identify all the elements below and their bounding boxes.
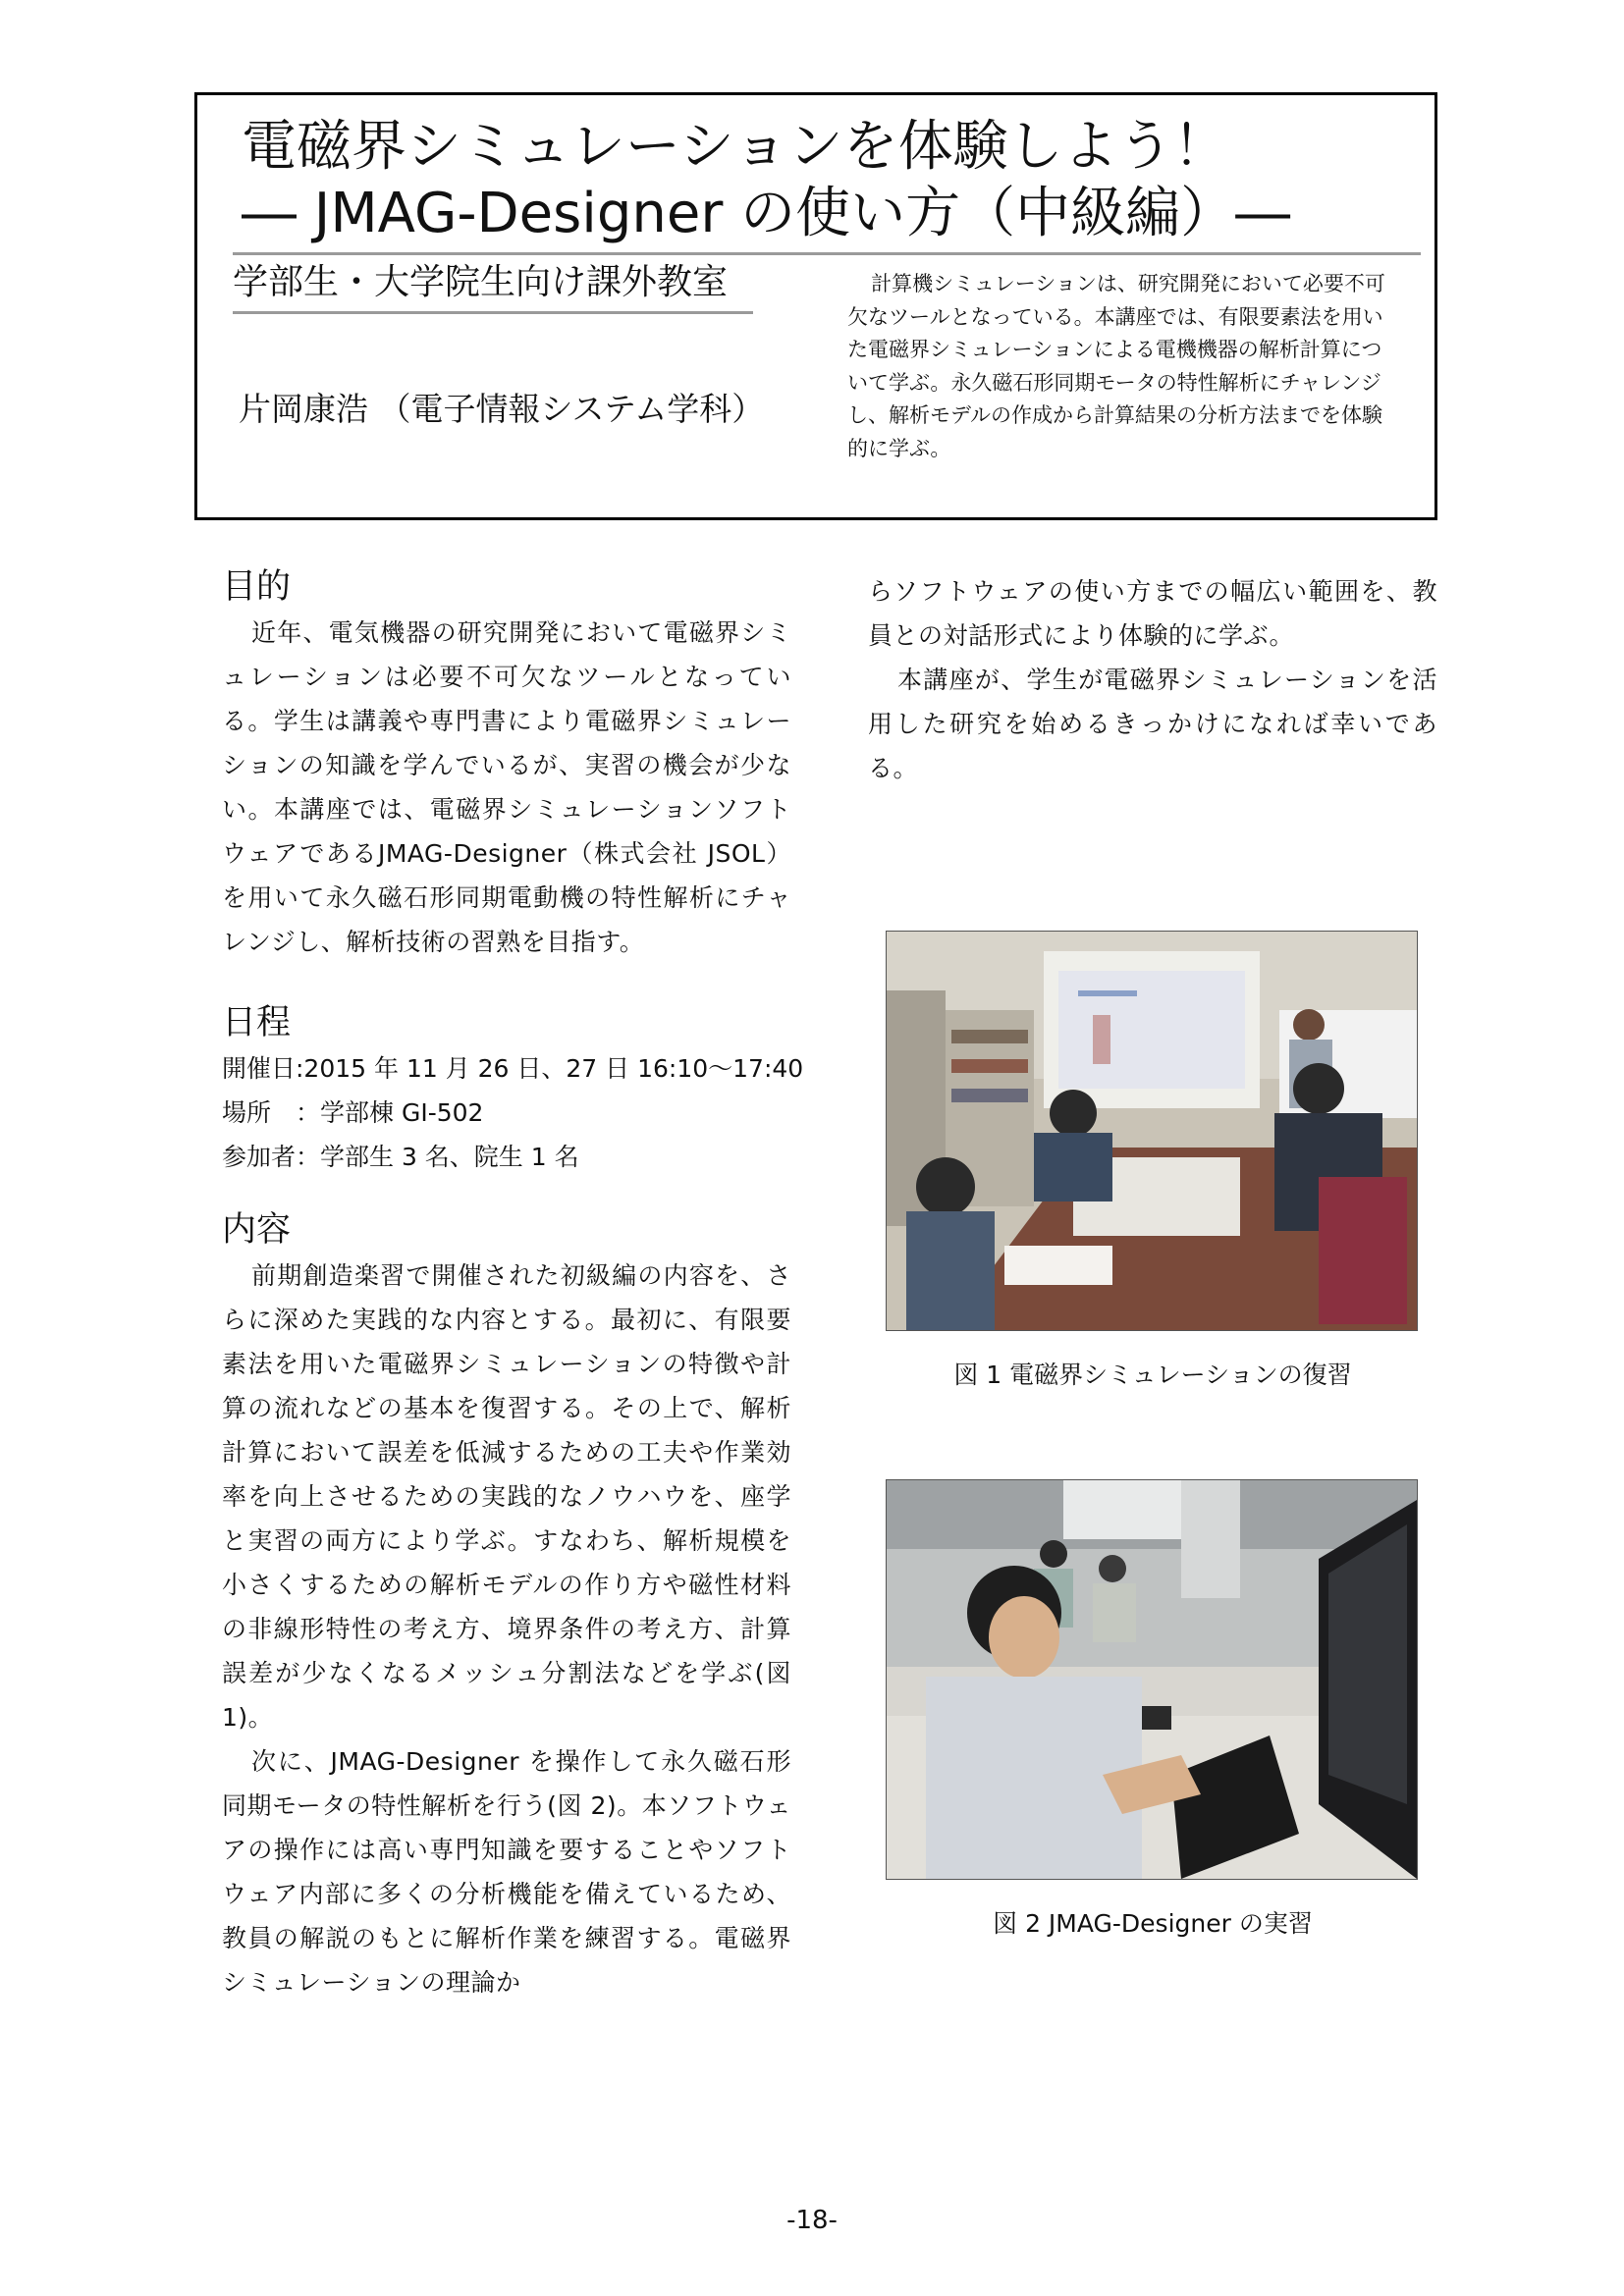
purpose-body: 近年、電気機器の研究開発において電磁界シミュレーションは必要不可欠なツールとなっている。学生は講義や専門書により電磁界シミュレーションの知識を学んでいるが、実習の機会が少ない。本講座では、電磁界シミュレーションソフトウェアであるJMAG-Designer（株式会社 JSOL）を用いて永久磁石形同期電動機の特性解析にチャレンジし、解析技術の習熟を目指す。	[222, 618, 791, 956]
schedule-participants: 参加者：学部生 3 名、院生 1 名	[222, 1143, 579, 1171]
schedule-date: 開催日:2015 年 11 月 26 日、27 日 16:10～17:40	[222, 1054, 804, 1083]
page-number: -18-	[786, 2206, 838, 2235]
left-column	[222, 563, 804, 2004]
title-divider	[233, 252, 1421, 255]
title-line-2: ― JMAG-Designer の使い方（中級編）―	[242, 182, 1291, 245]
closing-paragraph: 本講座が、学生が電磁界シミュレーションを活用した研究を始めるきっかけになれば幸いである。	[868, 666, 1437, 782]
classroom-photo	[886, 931, 1418, 1331]
figure-2-caption: 図 2 JMAG-Designer の実習	[993, 1909, 1313, 1938]
section-heading-content: 内容	[222, 1210, 292, 1250]
content-continued: らソフトウェアの使い方までの幅広い範囲を、教員との対話形式により体験的に学ぶ。	[868, 577, 1437, 650]
figure-2	[886, 1479, 1416, 1880]
section-heading-purpose: 目的	[222, 567, 292, 607]
abstract: 計算機シミュレーションは、研究開発において必要不可欠なツールとなっている。本講座では、有限要素法を用いた電磁界シミュレーションによる電機機器の解析計算について学ぶ。永久磁石形同期モータの特性解析にチャレンジし、解析モデルの作成から計算結果の分析方法までを体験的に学ぶ。	[847, 272, 1385, 460]
title-line-1: 電磁界シミュレーションを体験しよう！	[242, 115, 1228, 179]
author-line: 片岡康浩 （電子情報システム学科）	[239, 390, 765, 428]
schedule-place: 場所 ：学部棟 GI-502	[222, 1098, 484, 1127]
header-box	[194, 92, 1437, 520]
content-paragraph-1: 前期創造楽習で開催された初級編の内容を、さらに深めた実践的な内容とする。最初に、有限要素法を用いた電磁界シミュレーションの特徴や計算の流れなどの基本を復習する。その上で、解析計算において誤差を低減するための工夫や作業効率を向上させるための実践的なノウハウを、座学と実習の両方により学ぶ。すなわち、解析規模を小さくするための解析モデルの作り方や磁性材料の非線形特性の考え方、境界条件の考え方、計算誤差が少なくなるメッシュ分割法などを学ぶ(図 1)。	[222, 1261, 791, 1732]
computer-lab-photo	[886, 1479, 1418, 1880]
figure-1-caption: 図 1 電磁界シミュレーションの復習	[953, 1361, 1352, 1389]
section-heading-schedule: 日程	[222, 1003, 292, 1042]
content-paragraph-2: 次に、JMAG-Designer を操作して永久磁石形同期モータの特性解析を行う(図 2)。本ソフトウェアの操作には高い専門知識を要することやソフトウェア内部に多くの分析機能を備えているため、教員の解説のもとに解析作業を練習する。電磁界シミュレーションの理論か	[222, 1747, 791, 1997]
figure-1	[886, 931, 1416, 1331]
subtitle-divider	[233, 311, 753, 314]
right-column	[868, 569, 1437, 790]
subtitle: 学部生・大学院生向け課外教室	[233, 262, 729, 302]
